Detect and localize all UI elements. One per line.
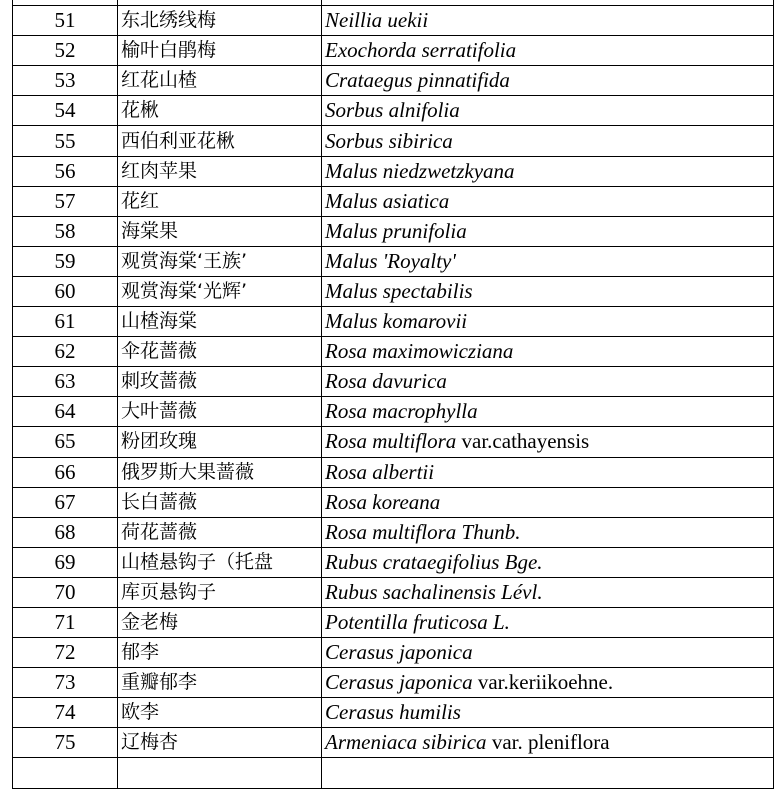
chinese-name: 观赏海棠‘王族’ — [118, 246, 322, 276]
scientific-name — [322, 577, 774, 607]
scientific-name — [322, 698, 774, 728]
chinese-name: 辽梅杏 — [118, 728, 322, 758]
scientific-name-italic: Malus niedzwetzkyana — [325, 158, 515, 183]
row-number: 61 — [13, 307, 118, 337]
chinese-name: 粉团玫瑰 — [118, 427, 322, 457]
row-number: 52 — [13, 36, 118, 66]
row-number: 66 — [13, 457, 118, 487]
table-row — [13, 6, 774, 36]
scientific-name-italic: Malus asiatica — [325, 188, 450, 213]
table-row — [13, 216, 774, 246]
scientific-name-italic: Malus 'Royalty' — [325, 248, 456, 273]
table-row — [13, 367, 774, 397]
row-number: 71 — [13, 607, 118, 637]
scientific-name-italic: Rosa koreana — [325, 489, 441, 514]
scientific-name — [322, 427, 774, 457]
scientific-name — [322, 517, 774, 547]
row-number: 73 — [13, 668, 118, 698]
scientific-name-plain: var. pleniflora — [486, 730, 610, 755]
table-row — [13, 698, 774, 728]
scientific-name-italic: Rosa macrophylla — [325, 399, 478, 424]
chinese-name: 观赏海棠‘光辉’ — [118, 276, 322, 306]
table-row — [13, 246, 774, 276]
table-row — [13, 276, 774, 306]
scientific-name-italic: Armeniaca sibirica — [325, 730, 487, 755]
row-number: 64 — [13, 397, 118, 427]
chinese-name: 红花山楂 — [118, 66, 322, 96]
row-number: 65 — [13, 427, 118, 457]
chinese-name: 山楂悬钩子（托盘 — [118, 547, 322, 577]
table-row — [13, 397, 774, 427]
table-row — [13, 337, 774, 367]
chinese-name: 伞花蔷薇 — [118, 337, 322, 367]
scientific-name — [322, 156, 774, 186]
chinese-name: 大叶蔷薇 — [118, 397, 322, 427]
scientific-name — [322, 307, 774, 337]
scientific-name — [322, 276, 774, 306]
chinese-name: 库页悬钩子 — [118, 577, 322, 607]
chinese-name: 山楂海棠 — [118, 307, 322, 337]
table-row — [13, 517, 774, 547]
chinese-name: 海棠果 — [118, 216, 322, 246]
chinese-name: 金老梅 — [118, 607, 322, 637]
table-row — [13, 307, 774, 337]
scientific-name — [322, 487, 774, 517]
scientific-name-italic: Crataegus pinnatifida — [325, 68, 510, 93]
row-number: 60 — [13, 276, 118, 306]
scientific-name — [322, 668, 774, 698]
chinese-name: 花楸 — [118, 96, 322, 126]
scientific-name-plain: var.keriikoehne. — [472, 670, 614, 695]
scientific-name-italic: Malus prunifolia — [325, 218, 467, 243]
chinese-name: 荷花蔷薇 — [118, 517, 322, 547]
table-row — [13, 427, 774, 457]
table-row — [13, 36, 774, 66]
scientific-name — [322, 547, 774, 577]
row-number: 72 — [13, 638, 118, 668]
table-row — [13, 577, 774, 607]
scientific-name-italic: Rubus sachalinensis Lévl. — [325, 579, 543, 604]
scientific-name-italic: Rubus crataegifolius Bge. — [325, 549, 543, 574]
row-number: 58 — [13, 216, 118, 246]
table-body — [13, 0, 774, 788]
scientific-name — [322, 216, 774, 246]
scientific-name-italic: Cerasus japonica — [325, 640, 473, 665]
row-number: 63 — [13, 367, 118, 397]
table-row — [13, 638, 774, 668]
chinese-name: 长白蔷薇 — [118, 487, 322, 517]
table-row — [13, 487, 774, 517]
scientific-name-italic: Neillia uekii — [325, 8, 429, 33]
scientific-name-italic: Rosa davurica — [325, 369, 447, 394]
chinese-name: 西伯利亚花楸 — [118, 126, 322, 156]
chinese-name: 红肉苹果 — [118, 156, 322, 186]
chinese-name: 花红 — [118, 186, 322, 216]
chinese-name: 刺玫蔷薇 — [118, 367, 322, 397]
scientific-name-italic: Rosa albertii — [325, 459, 435, 484]
scientific-name-italic: Malus komarovii — [325, 309, 468, 334]
chinese-name: 俄罗斯大果蔷薇 — [118, 457, 322, 487]
row-number: 57 — [13, 186, 118, 216]
scientific-name-italic: Potentilla fruticosa L. — [325, 610, 510, 635]
scientific-name — [322, 638, 774, 668]
table-row — [13, 607, 774, 637]
table-row — [13, 668, 774, 698]
scientific-name — [322, 367, 774, 397]
scientific-name — [322, 96, 774, 126]
scientific-name-italic: Sorbus sibirica — [325, 128, 453, 153]
chinese-name: 欧李 — [118, 698, 322, 728]
row-number: 70 — [13, 577, 118, 607]
scientific-name-plain: var.cathayensis — [456, 429, 590, 454]
table-row — [13, 156, 774, 186]
row-number: 55 — [13, 126, 118, 156]
scientific-name — [322, 36, 774, 66]
table-row — [13, 547, 774, 577]
scientific-name — [322, 186, 774, 216]
row-number: 56 — [13, 156, 118, 186]
chinese-name: 重瓣郁李 — [118, 668, 322, 698]
scientific-name — [322, 457, 774, 487]
row-number: 59 — [13, 246, 118, 276]
scientific-name-italic: Rosa maximowicziana — [325, 339, 514, 364]
scientific-name-italic: Exochorda serratifolia — [325, 38, 517, 63]
row-number: 75 — [13, 728, 118, 758]
scientific-name — [322, 397, 774, 427]
row-number: 54 — [13, 96, 118, 126]
scientific-name — [322, 337, 774, 367]
table-row — [13, 186, 774, 216]
scientific-name — [322, 6, 774, 36]
scientific-name-italic: Sorbus alnifolia — [325, 98, 460, 123]
scientific-name-italic: Rosa multiflora Thunb. — [325, 519, 521, 544]
chinese-name: 榆叶白鹃梅 — [118, 36, 322, 66]
scientific-name — [322, 607, 774, 637]
row-number: 68 — [13, 517, 118, 547]
scientific-name — [322, 66, 774, 96]
table-row — [13, 96, 774, 126]
table-row — [13, 728, 774, 758]
chinese-name: 东北绣线梅 — [118, 6, 322, 36]
scientific-name-italic: Cerasus humilis — [325, 700, 461, 725]
scientific-name-italic: Rosa multiflora — [325, 429, 457, 454]
scientific-name — [322, 126, 774, 156]
chinese-name: 郁李 — [118, 638, 322, 668]
scientific-name-italic: Malus spectabilis — [325, 278, 473, 303]
species-table — [12, 0, 774, 789]
row-number: 51 — [13, 6, 118, 36]
row-number: 67 — [13, 487, 118, 517]
table-row — [13, 126, 774, 156]
row-number: 74 — [13, 698, 118, 728]
scientific-name — [322, 728, 774, 758]
table-row — [13, 66, 774, 96]
scientific-name — [322, 246, 774, 276]
table-row — [13, 457, 774, 487]
row-number: 62 — [13, 337, 118, 367]
row-number: 53 — [13, 66, 118, 96]
scientific-name-italic: Cerasus japonica — [325, 670, 473, 695]
row-number: 69 — [13, 547, 118, 577]
table-row-partial-bottom — [13, 758, 774, 788]
